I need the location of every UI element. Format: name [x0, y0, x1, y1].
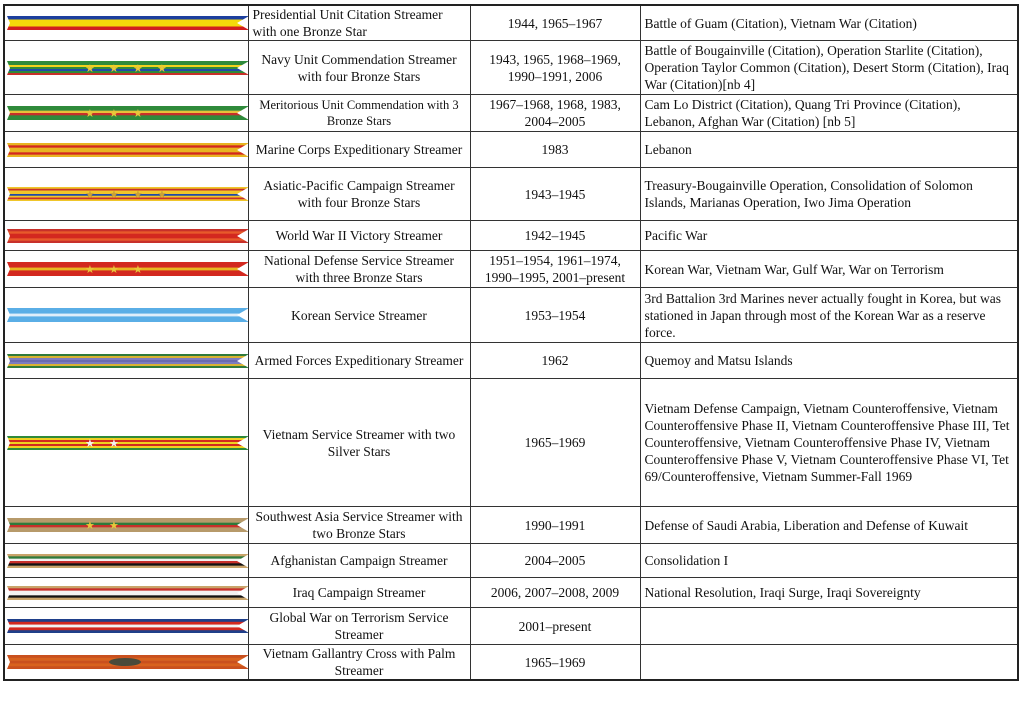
streamer-stripe: [7, 356, 248, 358]
streamer-image: [7, 106, 248, 120]
streamer-stripe: [7, 111, 248, 114]
palm-emblem-icon: [109, 658, 141, 666]
streamers-table: [3, 4, 1019, 681]
streamer-stripe: [7, 187, 248, 189]
streamer-ribbon: [7, 143, 248, 157]
streamer-stripe: [7, 16, 248, 20]
star-icon: ★: [133, 107, 143, 120]
streamer-ribbon: [7, 436, 248, 450]
streamer-stripe: [7, 448, 248, 450]
streamer-stripe: [7, 520, 248, 523]
streamer-cell: [4, 544, 248, 578]
streamer-operations: National Resolution, Iraqi Surge, Iraqi Sovereignty: [640, 578, 1018, 608]
streamer-stripe: [7, 366, 248, 368]
streamer-ribbon: [7, 354, 248, 368]
streamer-stripe: [7, 358, 248, 360]
streamer-name: Asiatic-Pacific Campaign Streamer with four Bronze Stars: [248, 168, 470, 221]
streamer-operations: Battle of Bougainville (Citation), Operation Starlite (Citation), Operation Taylor Common (Citation), Desert Storm (Citation), Iraq War (Citation)[nb 4]: [640, 41, 1018, 95]
streamer-ribbon: [7, 554, 248, 568]
streamer-stripe: [7, 143, 248, 146]
star-icon: ★: [109, 107, 119, 120]
star-icon: ★: [133, 188, 143, 201]
streamer-stripe: [7, 233, 248, 236]
streamer-stripe: [7, 189, 248, 191]
streamer-operations: Quemoy and Matsu Islands: [640, 343, 1018, 379]
streamer-name: National Defense Service Streamer with three Bronze Stars: [248, 251, 470, 288]
streamer-stripe: [7, 273, 248, 276]
streamer-years: 1943–1945: [470, 168, 640, 221]
streamer-stripe: [7, 666, 248, 669]
streamer-stripe: [7, 236, 248, 239]
streamer-stripe: [7, 595, 248, 598]
table-row: [4, 251, 1018, 288]
streamer-stripe: [7, 442, 248, 444]
streamer-years: 1951–1954, 1961–1974, 1990–1995, 2001–present: [470, 251, 640, 288]
star-icon: ★: [85, 188, 95, 201]
streamer-stripe: [7, 23, 248, 27]
streamer-stripe: [7, 630, 248, 633]
star-icon: ★: [85, 61, 95, 75]
streamer-years: 1990–1991: [470, 507, 640, 544]
streamer-stripe: [7, 558, 248, 561]
streamer-stripe: [7, 597, 248, 600]
table-row: [4, 379, 1018, 507]
streamer-stripe: [7, 147, 248, 150]
streamer-stripe: [7, 619, 248, 622]
streamer-stripe: [7, 523, 248, 526]
streamer-stripe: [7, 554, 248, 557]
streamer-image: [7, 586, 248, 600]
streamers-sheet: [3, 4, 1019, 681]
streamer-stripe: [7, 622, 248, 625]
streamer-years: 1942–1945: [470, 221, 640, 251]
streamer-stripe: [7, 69, 248, 71]
streamer-operations: Treasury-Bougainville Operation, Consolidation of Solomon Islands, Marianas Operation, Iwo Jima Operation: [640, 168, 1018, 221]
streamer-stripe: [7, 73, 248, 75]
streamer-ribbon: [7, 586, 248, 600]
star-icon: ★: [85, 263, 95, 276]
streamer-stripe: [7, 118, 248, 121]
streamer-stripe: [7, 196, 248, 198]
streamer-stripe: [7, 229, 248, 232]
streamer-cell: [4, 251, 248, 288]
streamer-name: Marine Corps Expeditionary Streamer: [248, 132, 470, 168]
streamer-stripe: [7, 145, 248, 148]
streamer-operations: [640, 645, 1018, 681]
streamer-stripe: [7, 525, 248, 528]
streamer-ribbon: [7, 619, 248, 633]
streamer-stripe: [7, 308, 248, 311]
table-row: [4, 343, 1018, 379]
streamer-operations: [640, 608, 1018, 645]
streamer-stripe: [7, 191, 248, 193]
streamer-stripe: [7, 194, 248, 196]
streamer-image: [7, 308, 248, 322]
streamer-cell: [4, 41, 248, 95]
streamer-image: [7, 518, 248, 532]
streamer-image: [7, 229, 248, 243]
streamer-cell: [4, 379, 248, 507]
streamer-stripe: [7, 354, 248, 356]
streamer-stripe: [7, 360, 248, 362]
streamer-stripe: [7, 316, 248, 319]
streamer-stripe: [7, 240, 248, 243]
streamer-stripe: [7, 518, 248, 521]
table-row: [4, 288, 1018, 343]
streamer-years: 2006, 2007–2008, 2009: [470, 578, 640, 608]
streamer-stripe: [7, 440, 248, 442]
star-icon: ★: [157, 188, 167, 201]
star-icon: ★: [85, 436, 95, 450]
streamer-stripe: [7, 561, 248, 564]
streamer-stripe: [7, 362, 248, 364]
streamer-image: [7, 262, 248, 276]
streamer-name: Meritorious Unit Commendation with 3 Bronze Stars: [248, 95, 470, 132]
streamer-stripe: [7, 61, 248, 63]
streamer-stripe: [7, 314, 248, 317]
streamer-stripe: [7, 152, 248, 155]
streamer-image: [7, 655, 248, 669]
star-icon: ★: [109, 436, 119, 450]
streamer-name: Armed Forces Expeditionary Streamer: [248, 343, 470, 379]
table-row: [4, 132, 1018, 168]
streamer-stripe: [7, 27, 248, 31]
streamer-cell: [4, 645, 248, 681]
star-icon: ★: [109, 188, 119, 201]
table-row: [4, 608, 1018, 645]
streamer-operations: Pacific War: [640, 221, 1018, 251]
table-row: [4, 5, 1018, 41]
streamer-ribbon: [7, 16, 248, 30]
streamer-ribbon: [7, 187, 248, 201]
streamer-operations: Korean War, Vietnam War, Gulf War, War on Terrorism: [640, 251, 1018, 288]
streamer-name: Afghanistan Campaign Streamer: [248, 544, 470, 578]
streamer-name: Presidential Unit Citation Streamer with one Bronze Star: [248, 5, 470, 41]
streamer-stripe: [7, 270, 248, 273]
streamer-ribbon: [7, 61, 248, 75]
streamer-stripe: [7, 436, 248, 438]
streamer-years: 2001–present: [470, 608, 640, 645]
streamer-stripe: [7, 20, 248, 24]
streamer-stripe: [7, 593, 248, 596]
table-row: [4, 645, 1018, 681]
streamer-stripe: [7, 67, 248, 69]
streamer-stripe: [7, 231, 248, 234]
streamer-stripe: [7, 199, 248, 201]
streamer-cell: [4, 343, 248, 379]
streamer-name: Southwest Asia Service Streamer with two Bronze Stars: [248, 507, 470, 544]
streamer-name: Vietnam Gallantry Cross with Palm Streamer: [248, 645, 470, 681]
streamer-stripe: [7, 625, 248, 628]
streamer-name: Navy Unit Commendation Streamer with four Bronze Stars: [248, 41, 470, 95]
streamer-cell: [4, 168, 248, 221]
streamer-operations: Vietnam Defense Campaign, Vietnam Counteroffensive, Vietnam Counteroffensive Phase II, Vietnam Counteroffensive Phase III, Tet Counteroffensive, Vietnam Counteroffensive Phase IV, Vietnam Counteroffensive Phase V, Vietnam Counteroffensive Phase VI, Tet 69/Counteroffensive, Vietnam Summer-Fall 1969: [640, 379, 1018, 507]
streamer-stripe: [7, 446, 248, 448]
streamer-cell: [4, 507, 248, 544]
streamer-stripe: [7, 268, 248, 271]
star-icon: ★: [109, 61, 119, 75]
streamer-years: 1967–1968, 1968, 1983, 2004–2005: [470, 95, 640, 132]
streamer-name: World War II Victory Streamer: [248, 221, 470, 251]
streamer-stripe: [7, 154, 248, 157]
star-icon: ★: [133, 263, 143, 276]
table-row: [4, 41, 1018, 95]
streamer-stripe: [7, 113, 248, 116]
streamer-stripe: [7, 556, 248, 559]
star-icon: ★: [85, 107, 95, 120]
streamer-ribbon: [7, 518, 248, 532]
streamer-stripe: [7, 586, 248, 589]
star-icon: ★: [109, 519, 119, 532]
streamer-stripe: [7, 527, 248, 530]
streamer-stripe: [7, 265, 248, 268]
streamer-stripe: [7, 65, 248, 67]
streamer-years: 1953–1954: [470, 288, 640, 343]
streamer-cell: [4, 5, 248, 41]
table-row: [4, 578, 1018, 608]
table-row: [4, 507, 1018, 544]
star-icon: ★: [85, 519, 95, 532]
streamer-operations: Cam Lo District (Citation), Quang Tri Province (Citation), Lebanon, Afghan War (Citation) [nb 5]: [640, 95, 1018, 132]
streamer-operations: Consolidation I: [640, 544, 1018, 578]
streamer-stripe: [7, 364, 248, 366]
streamer-years: 1943, 1965, 1968–1969, 1990–1991, 2006: [470, 41, 640, 95]
streamer-years: 1983: [470, 132, 640, 168]
streamer-operations: Defense of Saudi Arabia, Liberation and Defense of Kuwait: [640, 507, 1018, 544]
streamer-ribbon: [7, 655, 248, 669]
streamer-stripe: [7, 444, 248, 446]
streamer-operations: Battle of Guam (Citation), Vietnam War (Citation): [640, 5, 1018, 41]
streamer-name: Iraq Campaign Streamer: [248, 578, 470, 608]
star-icon: ★: [157, 61, 167, 75]
streamer-stripe: [7, 588, 248, 591]
streamer-years: 1962: [470, 343, 640, 379]
streamer-name: Vietnam Service Streamer with two Silver Stars: [248, 379, 470, 507]
star-icon: ★: [133, 61, 143, 75]
streamer-stripe: [7, 655, 248, 658]
streamer-cell: [4, 608, 248, 645]
streamer-stripe: [7, 198, 248, 200]
table-row: [4, 168, 1018, 221]
streamer-stripe: [7, 63, 248, 65]
streamer-cell: [4, 221, 248, 251]
streamer-stripe: [7, 108, 248, 111]
streamer-ribbon: [7, 229, 248, 243]
streamer-stripe: [7, 565, 248, 568]
streamer-stripe: [7, 238, 248, 241]
streamer-image: [7, 16, 248, 30]
streamer-cell: [4, 578, 248, 608]
table-row: [4, 221, 1018, 251]
streamer-stripe: [7, 150, 248, 153]
streamer-stripe: [7, 192, 248, 194]
streamer-stripe: [7, 319, 248, 322]
streamer-ribbon: [7, 308, 248, 322]
streamer-image: [7, 187, 248, 201]
streamer-image: [7, 554, 248, 568]
streamer-name: Korean Service Streamer: [248, 288, 470, 343]
star-icon: ★: [109, 263, 119, 276]
streamer-years: 1965–1969: [470, 379, 640, 507]
streamer-stripe: [7, 530, 248, 533]
streamer-image: [7, 143, 248, 157]
table-row: [4, 95, 1018, 132]
streamer-stripe: [7, 563, 248, 566]
streamer-cell: [4, 288, 248, 343]
streamer-image: [7, 61, 248, 75]
streamer-years: 2004–2005: [470, 544, 640, 578]
streamer-years: 1965–1969: [470, 645, 640, 681]
streamer-stripe: [7, 311, 248, 314]
streamer-ribbon: [7, 106, 248, 120]
streamer-image: [7, 619, 248, 633]
streamer-stripe: [7, 71, 248, 73]
streamer-cell: [4, 95, 248, 132]
streamer-operations: Lebanon: [640, 132, 1018, 168]
streamer-operations: 3rd Battalion 3rd Marines never actually fought in Korea, but was stationed in Japan through most of the Korean War as a reserve force.: [640, 288, 1018, 343]
streamer-stripe: [7, 106, 248, 109]
streamer-stripe: [7, 262, 248, 265]
table-row: [4, 544, 1018, 578]
streamer-stripe: [7, 590, 248, 593]
streamer-stripe: [7, 115, 248, 118]
streamer-stripe: [7, 627, 248, 630]
streamer-cell: [4, 132, 248, 168]
streamer-years: 1944, 1965–1967: [470, 5, 640, 41]
streamer-image: [7, 354, 248, 368]
streamer-stripe: [7, 438, 248, 440]
streamer-image: [7, 436, 248, 450]
streamer-name: Global War on Terrorism Service Streamer: [248, 608, 470, 645]
streamer-ribbon: [7, 262, 248, 276]
